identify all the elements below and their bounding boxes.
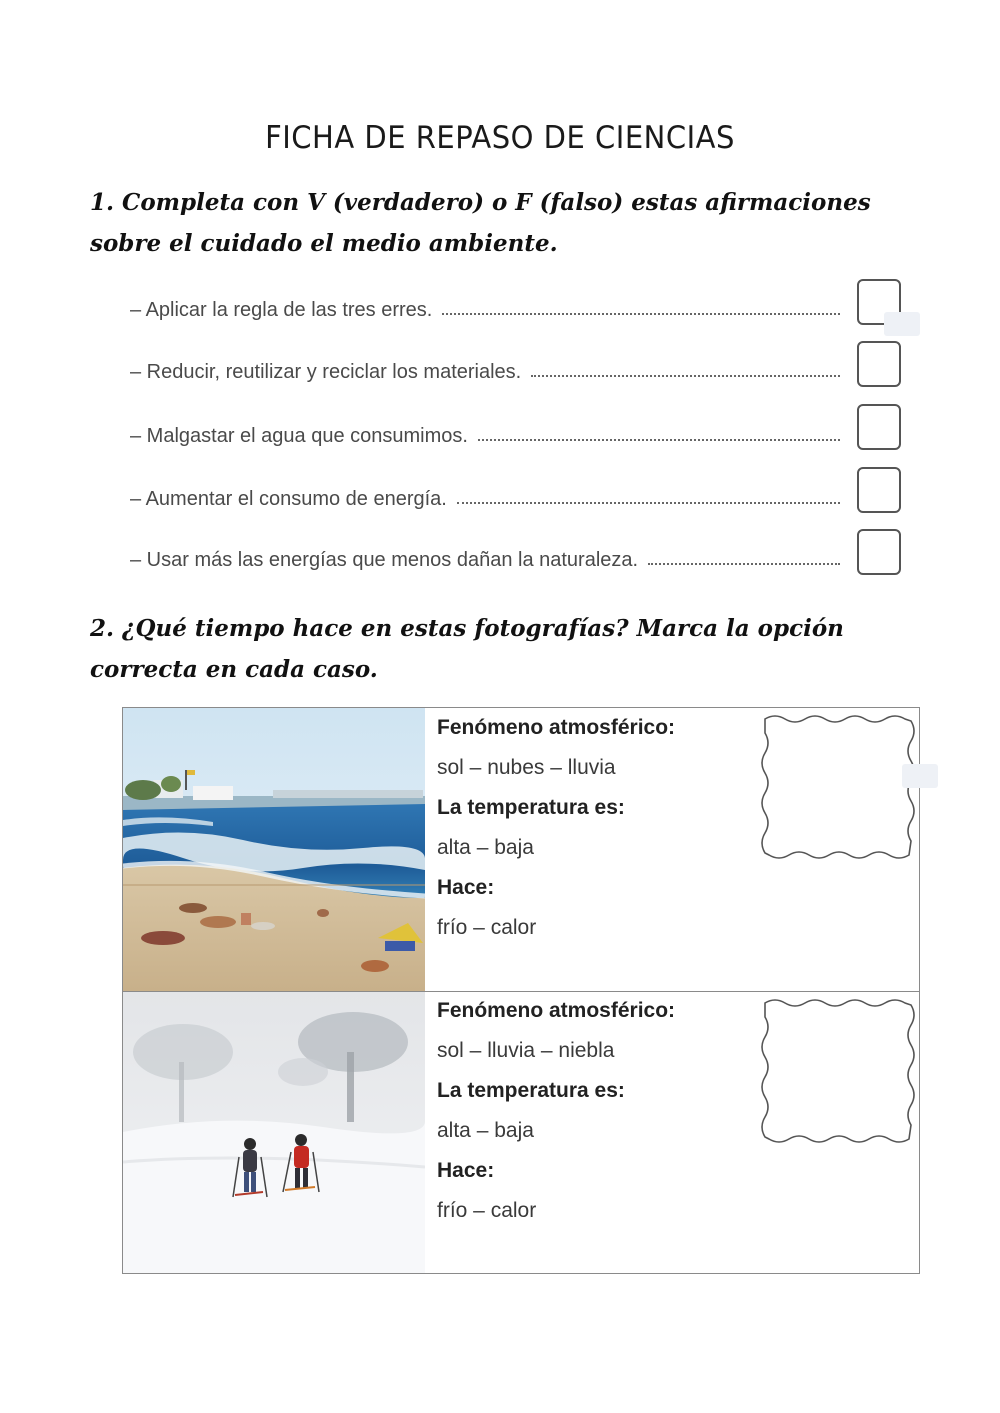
statement-row [130,477,840,511]
statement-row [130,350,840,384]
weather-options-2 [437,991,757,1231]
question-2-heading: 2. ¿Qué tiempo hace en estas fotografías? Marca la opción correcta en cada caso. [90,615,844,683]
worksheet-title: FICHA DE REPASO DE CIENCIAS [265,118,735,156]
phenomenon-options[interactable]: sol – lluvia – niebla [437,1039,615,1062]
statement-text: – Reducir, reutilizar y reciclar los materiales. [130,361,522,383]
temperature-label: La temperatura es: [437,796,625,819]
temperature-options[interactable]: alta – baja [437,1119,534,1142]
statement-row [130,288,840,322]
question-1-heading: 1. Completa con V (verdadero) o F (falso) estas afirmaciones sobre el cuidado el medio ambiente. [90,189,871,257]
beach-photo [123,708,425,991]
dotted-leader [531,374,840,377]
phenomenon-label: Fenómeno atmosférico: [437,999,676,1022]
dotted-leader [648,562,840,565]
snow-fog-photo [123,992,425,1273]
answer-box-2[interactable] [857,341,901,387]
temperature-label: La temperatura es: [437,1079,625,1102]
answer-box-3[interactable] [857,404,901,450]
statement-text: – Usar más las energías que menos dañan la naturaleza. [130,549,639,571]
statement-text: – Aumentar el consumo de energía. [130,488,447,510]
weather-table [122,707,920,1274]
answer-box-4[interactable] [857,467,901,513]
dotted-leader [478,438,840,441]
statement-row [130,414,840,448]
faint-overlay-box [902,764,938,788]
wavy-answer-frame-2[interactable] [759,997,917,1145]
statement-text: – Aplicar la regla de las tres erres. [130,299,433,321]
faint-overlay-box [884,312,920,336]
weather-options-1 [437,708,757,948]
statement-text: – Malgastar el agua que consumimos. [130,425,468,447]
feeling-options[interactable]: frío – calor [437,1199,537,1222]
dotted-leader [442,312,840,315]
feeling-label: Hace: [437,876,495,899]
phenomenon-label: Fenómeno atmosférico: [437,716,676,739]
feeling-label: Hace: [437,1159,495,1182]
temperature-options[interactable]: alta – baja [437,836,534,859]
answer-box-5[interactable] [857,529,901,575]
wavy-answer-frame-1[interactable] [759,713,917,861]
feeling-options[interactable]: frío – calor [437,916,537,939]
dotted-leader [457,501,840,504]
phenomenon-options[interactable]: sol – nubes – lluvia [437,756,616,779]
statement-row [130,538,840,572]
